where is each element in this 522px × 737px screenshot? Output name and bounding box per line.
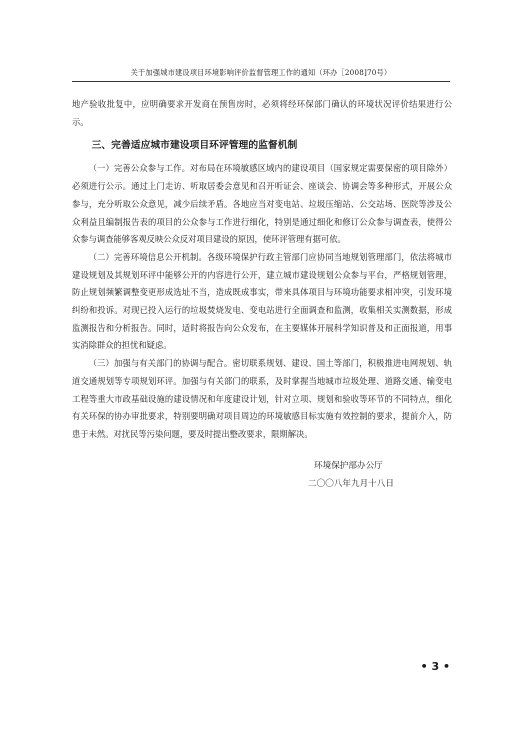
paragraph-information-disclosure: （二）完善环境信息公开机制。各级环境保护行政主管部门应协同当地规划管理部门，依法将城市建设规划及其规划环评中能够公开的内容进行公开，建立城市建设规划公众参与平台，严格规划管理，防止规划频繁调整变更形成选址不当，造成既成事实，带来具体项目与环境功能要求相冲突，引发环境纠纷和投诉。对现已投入运行的垃圾焚烧发电、变电站进行全面调查和监测，收集相关实测数据，形成监测报告和分析报告。同时，适时将报告向公众发布，在主要媒体开展科学知识普及和正面报道，用事实消除群众的担忧和疑虑。 [72, 251, 452, 351]
header-rule [72, 81, 450, 82]
page-number: • 3 • [420, 660, 450, 673]
paragraph-public-participation: （一）完善公众参与工作。对布局在环境敏感区域内的建设项目（国家规定需要保密的项目除外）必须进行公示。通过上门走访、听取居委会意见和召开听证会、座谈会、协调会等多种形式，开展公众参与，充分听取公众意见，减少后续矛盾。各地应当对变电站、垃圾压缩站、公交站场、医院等涉及公众利益且编制报告表的项目的公众参与工作进行细化，特别是通过细化和修订公众参与调查表，使得公众参与调查能够客观反映公众反对项目建设的原因，使环评管理有据可依。 [72, 163, 452, 245]
issuer-name: 环境保护部办公厅 [314, 461, 383, 471]
running-header: 关于加强城市建设项目环境影响评价监督管理工作的通知（环办［2008]70号） [130, 68, 392, 77]
intro-paragraph: 地产验收批复中，应明确要求开发商在预售房时，必须将经环保部门确认的环境状况评价结果进行公示。 [72, 99, 452, 127]
paragraph-coordination: （三）加强与有关部门的协调与配合。密切联系规划、建设、国土等部门，积极推进电网规划、轨道交通规划等专项规划环评。加强与有关部门的联系，及时掌握当地城市垃圾处理、道路交通、输变电工程等重大市政基础设施的建设情况和年度建设计划，针对立项、规划和验收等环节的不同特点，细化有关环保的协办审批要求，特别要明确对项目周边的环境敏感目标实施有效控制的要求，提前介入，防患于未然。对扰民等污染问题，要及时提出整改要求，限期解决。 [72, 358, 452, 439]
section-heading: 三、完善适应城市建设项目环评管理的监督机制 [91, 140, 298, 152]
issue-date: 二〇〇八年九月十八日 [308, 479, 394, 489]
document-body [72, 96, 452, 444]
